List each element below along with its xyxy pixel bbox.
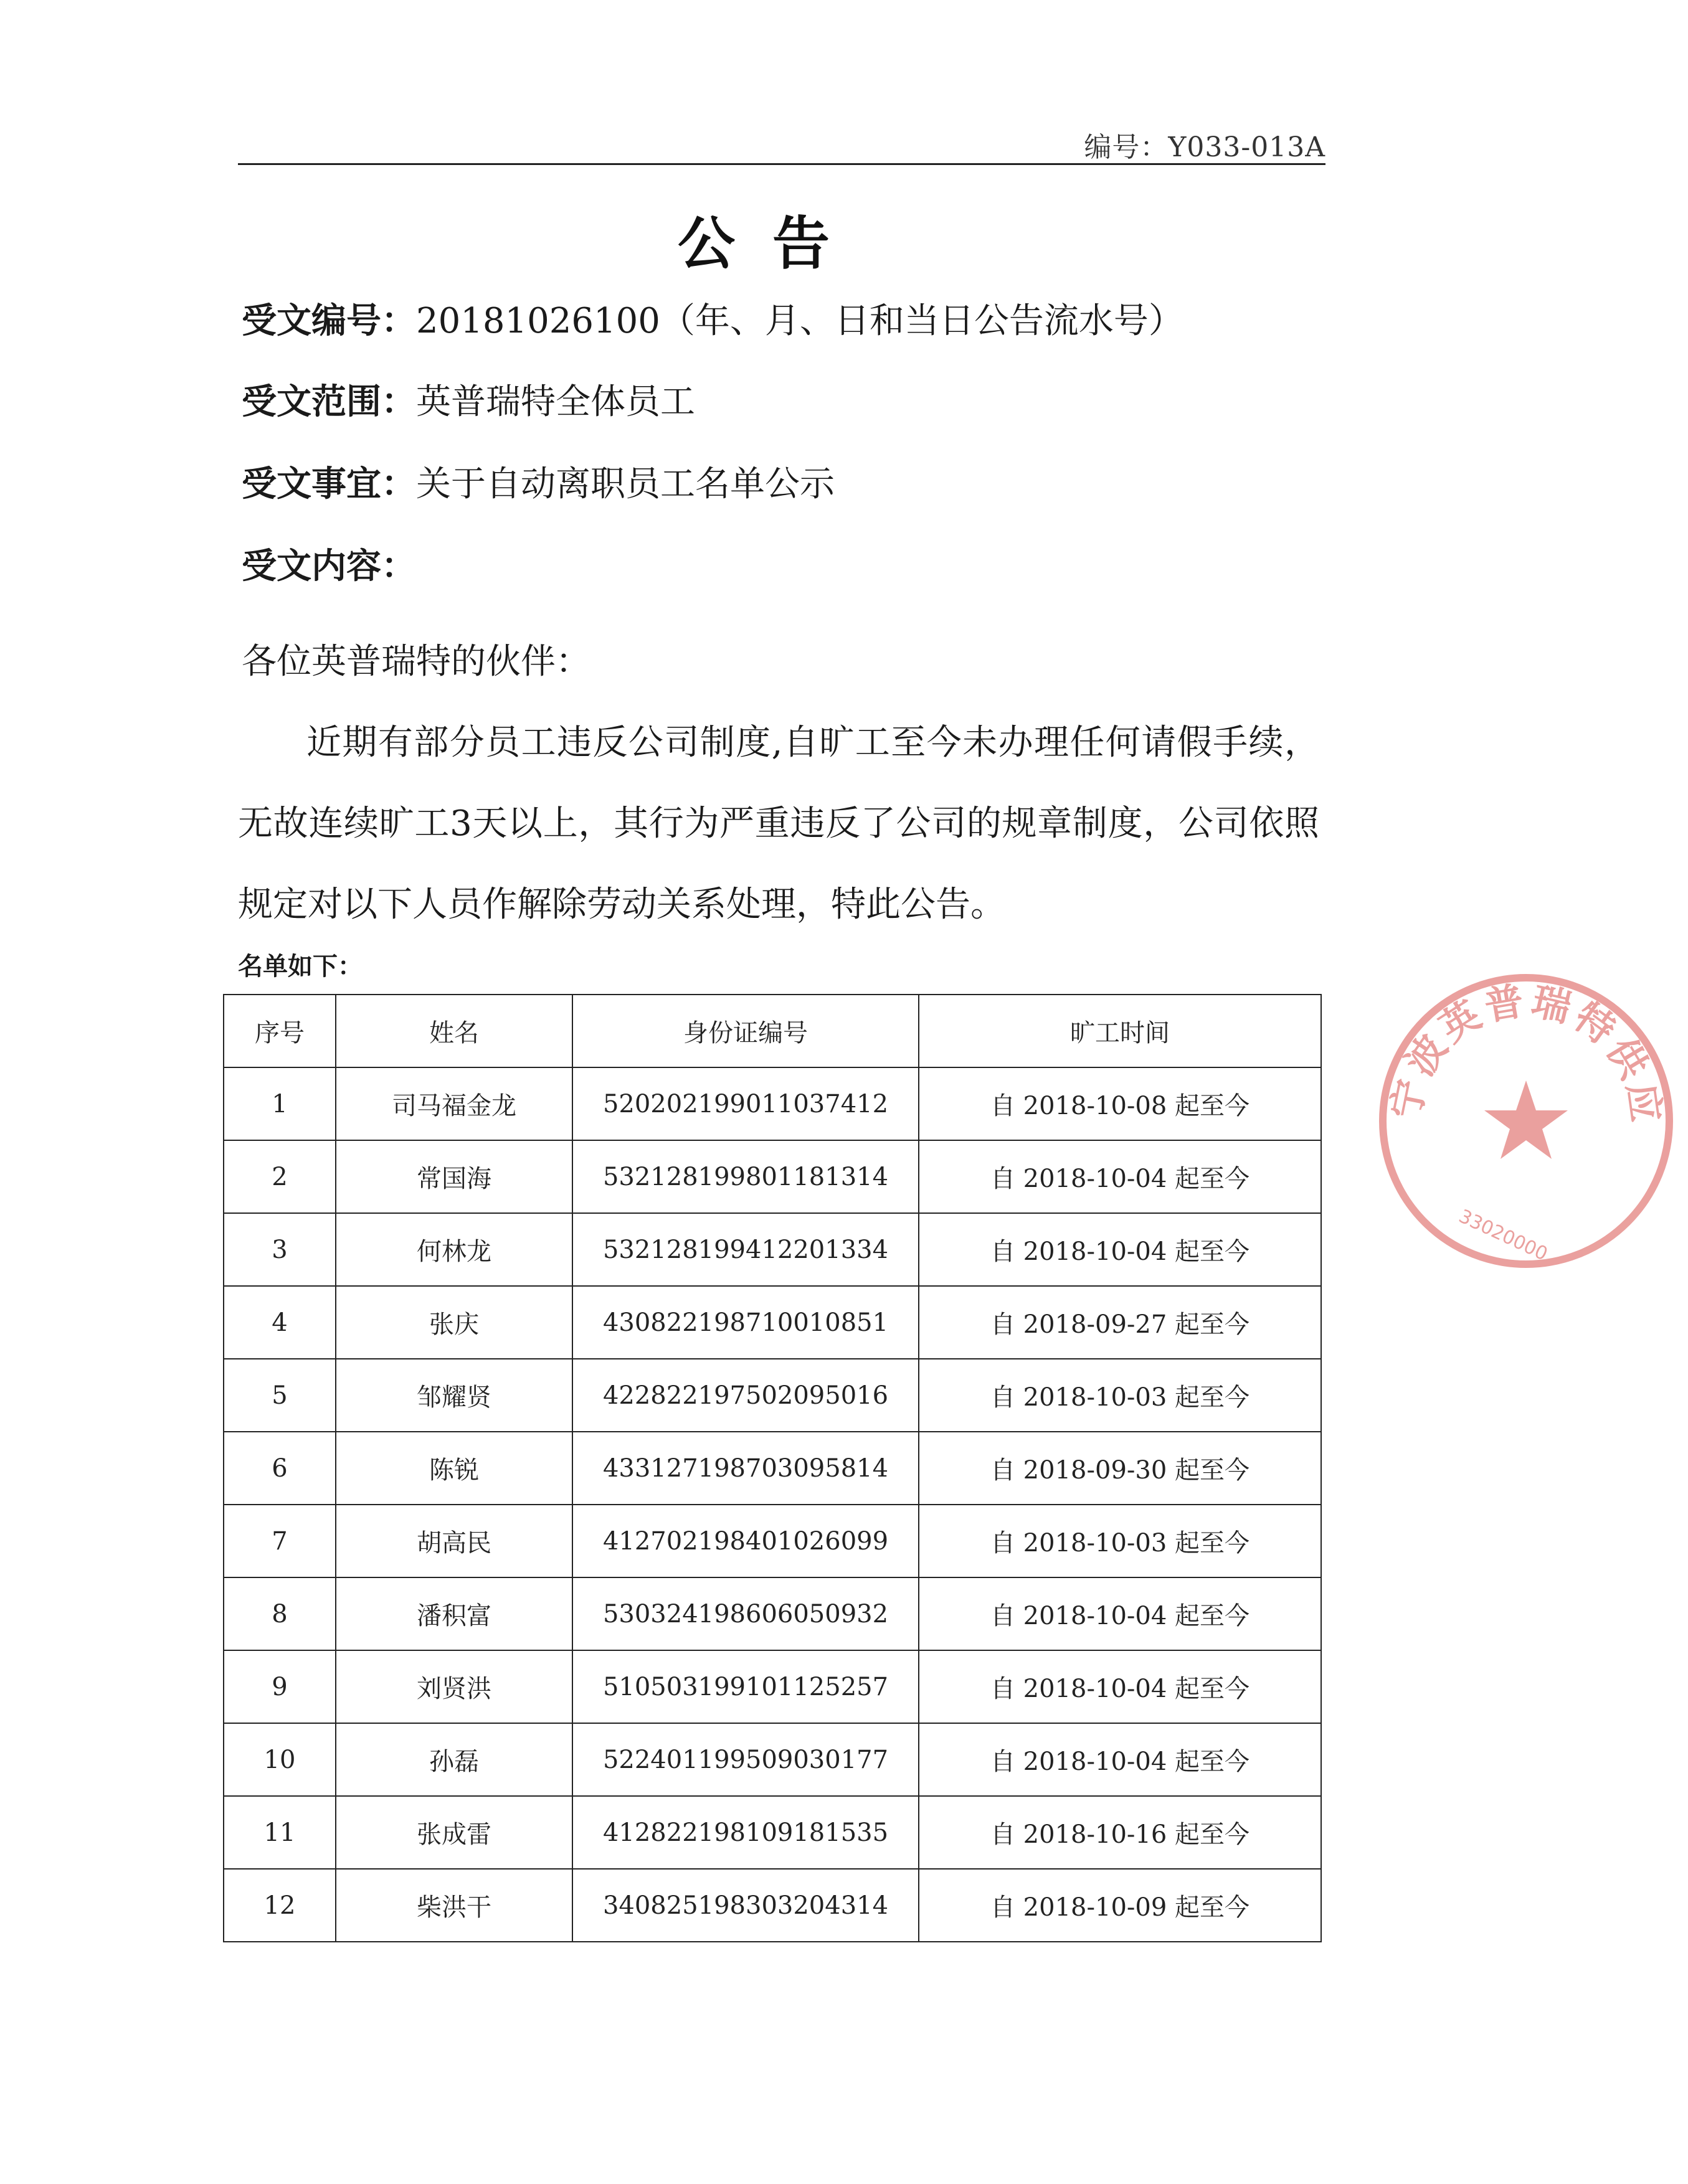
doc-no-line — [242, 301, 1183, 341]
table-row — [224, 1869, 1321, 1942]
cell-id: 522401199509030177 — [572, 1723, 919, 1796]
cell-date: 自 2018-10-04 起至今 — [919, 1723, 1321, 1796]
cell-date: 自 2018-10-03 起至今 — [919, 1359, 1321, 1432]
cell-date: 自 2018-10-09 起至今 — [919, 1869, 1321, 1942]
table-row — [224, 1650, 1321, 1723]
cell-seq: 12 — [224, 1869, 336, 1942]
table-header-row — [224, 995, 1321, 1067]
greeting: 各位英普瑞特的伙伴： — [242, 641, 590, 682]
table-row — [224, 1432, 1321, 1505]
cell-date: 自 2018-10-04 起至今 — [919, 1577, 1321, 1650]
cell-name: 邹耀贤 — [336, 1359, 572, 1432]
cell-name: 张成雷 — [336, 1796, 572, 1869]
cell-id: 532128199412201334 — [572, 1213, 919, 1286]
table-row — [224, 1723, 1321, 1796]
cell-seq: 1 — [224, 1067, 336, 1140]
cell-name: 张庆 — [336, 1286, 572, 1359]
company-seal — [1364, 959, 1688, 1283]
cell-id: 532128199801181314 — [572, 1140, 919, 1213]
cell-id: 422822197502095016 — [572, 1359, 919, 1432]
cell-date: 自 2018-10-04 起至今 — [919, 1650, 1321, 1723]
table-row — [224, 1213, 1321, 1286]
cell-name: 常国海 — [336, 1140, 572, 1213]
notice-body: 近期有部分员工违反公司制度,自旷工至今未办理任何请假手续，无故连续旷工3天以上，其行为严重违反了公司的规章制度，公司依照规定对以下人员作解除劳动关系处理，特此公告。 — [238, 722, 1319, 925]
cell-seq: 5 — [224, 1359, 336, 1432]
cell-name: 潘积富 — [336, 1577, 572, 1650]
cell-name: 司马福金龙 — [336, 1067, 572, 1140]
scope-value: 英普瑞特全体员工 — [416, 382, 695, 422]
cell-name: 何林龙 — [336, 1213, 572, 1286]
employee-table — [223, 994, 1322, 1942]
header-seq: 序号 — [224, 995, 336, 1067]
document-number: 编号：Y033-013A — [1084, 131, 1325, 163]
cell-name: 陈锐 — [336, 1432, 572, 1505]
list-heading: 名单如下： — [238, 952, 363, 981]
cell-seq: 11 — [224, 1796, 336, 1869]
cell-id: 430822198710010851 — [572, 1286, 919, 1359]
table-row — [224, 1140, 1321, 1213]
cell-name: 孙磊 — [336, 1723, 572, 1796]
cell-date: 自 2018-10-04 起至今 — [919, 1140, 1321, 1213]
cell-id: 433127198703095814 — [572, 1432, 919, 1505]
table-row — [224, 1359, 1321, 1432]
seal-text: 宁波英普瑞特供应 — [1382, 977, 1670, 1129]
seal-star-icon — [1484, 1080, 1568, 1159]
cell-date: 自 2018-10-03 起至今 — [919, 1505, 1321, 1577]
content-label: 受文内容： — [242, 546, 416, 587]
subject-label: 受文事宜： — [242, 464, 416, 504]
doc-no-label: 受文编号： — [242, 301, 416, 341]
cell-id: 412822198109181535 — [572, 1796, 919, 1869]
table-row — [224, 1067, 1321, 1140]
subject-value: 关于自动离职员工名单公示 — [416, 464, 835, 504]
doc-no-value: 20181026100（年、月、日和当日公告流水号） — [416, 301, 1183, 341]
scope-line — [242, 382, 695, 422]
cell-seq: 7 — [224, 1505, 336, 1577]
table-row — [224, 1505, 1321, 1577]
cell-date: 自 2018-10-04 起至今 — [919, 1213, 1321, 1286]
cell-seq: 9 — [224, 1650, 336, 1723]
cell-date: 自 2018-09-30 起至今 — [919, 1432, 1321, 1505]
cell-date: 自 2018-10-08 起至今 — [919, 1067, 1321, 1140]
cell-name: 柴洪干 — [336, 1869, 572, 1942]
cell-id: 510503199101125257 — [572, 1650, 919, 1723]
scope-label: 受文范围： — [242, 382, 416, 422]
header-id: 身份证编号 — [572, 995, 919, 1067]
cell-seq: 8 — [224, 1577, 336, 1650]
cell-id: 530324198606050932 — [572, 1577, 919, 1650]
cell-name: 刘贤洪 — [336, 1650, 572, 1723]
cell-id: 340825198303204314 — [572, 1869, 919, 1942]
cell-date: 自 2018-09-27 起至今 — [919, 1286, 1321, 1359]
cell-seq: 3 — [224, 1213, 336, 1286]
cell-date: 自 2018-10-16 起至今 — [919, 1796, 1321, 1869]
cell-seq: 10 — [224, 1723, 336, 1796]
header-date: 旷工时间 — [919, 995, 1321, 1067]
cell-seq: 2 — [224, 1140, 336, 1213]
seal-number: 33020000 — [1455, 1205, 1551, 1265]
table-row — [224, 1286, 1321, 1359]
cell-seq: 4 — [224, 1286, 336, 1359]
table-row — [224, 1577, 1321, 1650]
page-title: 公告 — [677, 210, 867, 277]
cell-seq: 6 — [224, 1432, 336, 1505]
header-name: 姓名 — [336, 995, 572, 1067]
subject-line — [242, 464, 835, 504]
cell-id: 520202199011037412 — [572, 1067, 919, 1140]
content-line — [242, 546, 416, 587]
cell-name: 胡高民 — [336, 1505, 572, 1577]
table-row — [224, 1796, 1321, 1869]
header-divider — [238, 163, 1325, 165]
cell-id: 412702198401026099 — [572, 1505, 919, 1577]
